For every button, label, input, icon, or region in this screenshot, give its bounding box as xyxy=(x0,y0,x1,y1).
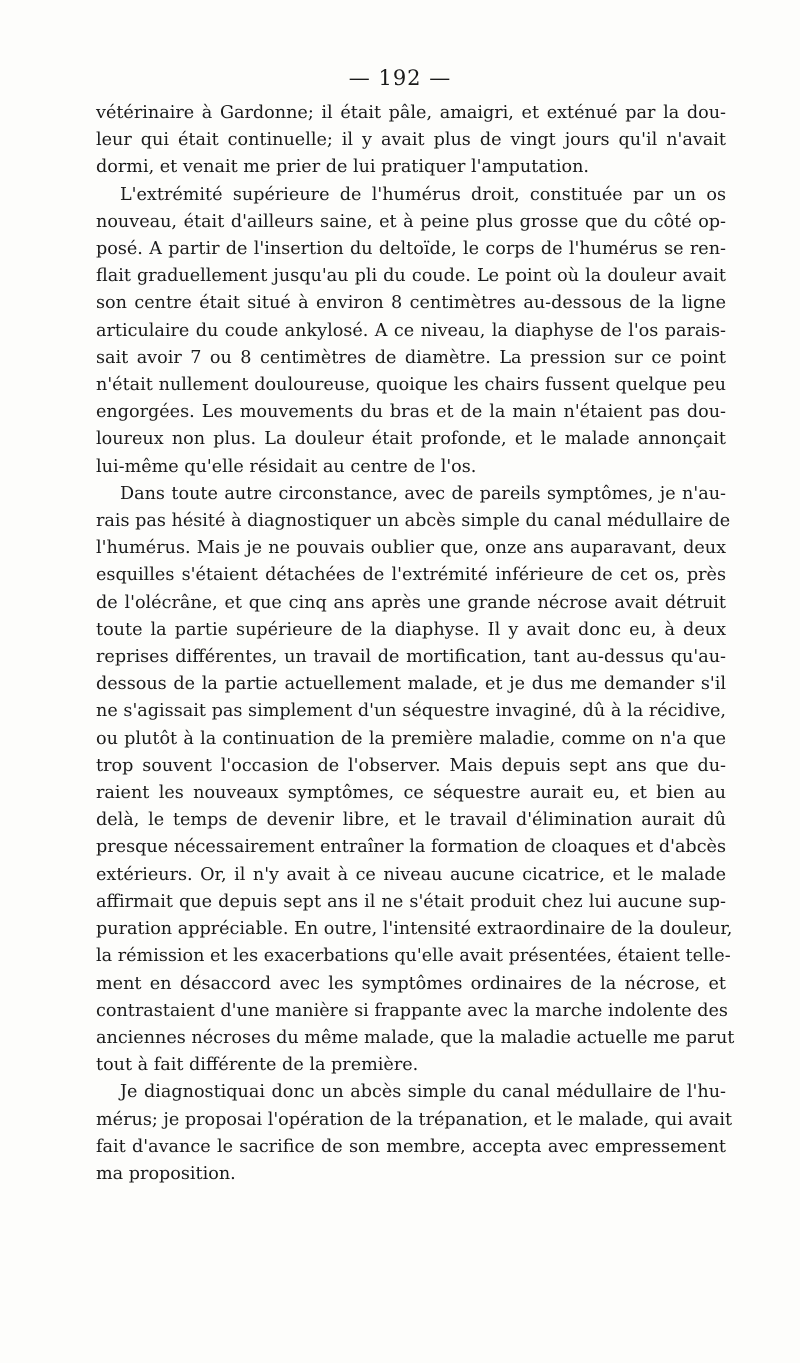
text-line: presque nécessairement entraîner la formation de cloaques et d'abcès xyxy=(96,837,726,858)
text-line: puration appréciable. En outre, l'intensité extraordinaire de la douleur, xyxy=(96,919,733,940)
text-line: dessous de la partie actuellement malade, et je dus me demander s'il xyxy=(96,674,726,695)
text-line: son centre était situé à environ 8 centimètres au-dessous de la ligne xyxy=(96,293,726,314)
text-line: tout à fait différente de la première. xyxy=(96,1055,419,1076)
text-line: leur qui était continuelle; il y avait plus de vingt jours qu'il n'avait xyxy=(96,130,726,151)
paragraph xyxy=(96,100,726,182)
text-line: raient les nouveaux symptômes, ce séquestre aurait eu, et bien au xyxy=(96,783,726,804)
text-line: esquilles s'étaient détachées de l'extrémité inférieure de cet os, près xyxy=(96,565,726,586)
text-line: sait avoir 7 ou 8 centimètres de diamètre. La pression sur ce point xyxy=(96,347,726,368)
text-line: anciennes nécroses du même malade, que la maladie actuelle me parut xyxy=(96,1027,735,1048)
body-text xyxy=(96,100,735,1188)
text-line: mérus; je proposai l'opération de la trépanation, et le malade, qui avait xyxy=(96,1109,733,1130)
text-line: vétérinaire à Gardonne; il était pâle, amaigri, et exténué par la dou- xyxy=(96,103,726,123)
text-line: fait d'avance le sacrifice de son membre, accepta avec empressement xyxy=(96,1136,726,1157)
text-line: contrastaient d'une manière si frappante avec la marche indolente des xyxy=(96,1000,728,1021)
text-line: ma proposition. xyxy=(96,1163,236,1184)
page-number: — 192 — xyxy=(348,66,452,90)
text-line: lui-même qu'elle résidait au centre de l'os. xyxy=(96,456,477,477)
text-line: trop souvent l'occasion de l'observer. Mais depuis sept ans que du- xyxy=(96,755,726,776)
text-line: posé. A partir de l'insertion du deltoïde, le corps de l'humérus se ren- xyxy=(96,239,726,260)
text-line: extérieurs. Or, il n'y avait à ce niveau aucune cicatrice, et le malade xyxy=(96,864,726,885)
text-line: affirmait que depuis sept ans il ne s'était produit chez lui aucune sup- xyxy=(96,891,726,912)
text-line: ment en désaccord avec les symptômes ordinaires de la nécrose, et xyxy=(96,973,726,994)
paragraph xyxy=(96,182,726,481)
text-line: rais pas hésité à diagnostiquer un abcès simple du canal médullaire de xyxy=(96,511,731,532)
text-line: nouveau, était d'ailleurs saine, et à peine plus grosse que du côté op- xyxy=(96,211,726,232)
text-line: Je diagnostiquai donc un abcès simple du canal médullaire de l'hu- xyxy=(120,1082,726,1103)
text-line: de l'olécrâne, et que cinq ans après une grande nécrose avait détruit xyxy=(96,592,726,613)
text-line: flait graduellement jusqu'au pli du coude. Le point où la douleur avait xyxy=(96,266,726,287)
paragraph xyxy=(96,1079,733,1188)
text-line: toute la partie supérieure de la diaphyse. Il y avait donc eu, à deux xyxy=(96,619,726,640)
paragraph xyxy=(96,481,735,1079)
text-line: articulaire du coude ankylosé. A ce niveau, la diaphyse de l'os parais- xyxy=(96,320,726,341)
text-line: la rémission et les exacerbations qu'elle avait présentées, étaient telle- xyxy=(96,946,731,967)
text-line: delà, le temps de devenir libre, et le travail d'élimination aurait dû xyxy=(96,810,726,831)
text-line: L'extrémité supérieure de l'humérus droit, constituée par un os xyxy=(120,184,726,205)
text-line: ou plutôt à la continuation de la première maladie, comme on n'a que xyxy=(96,728,726,749)
text-line: loureux non plus. La douleur était profonde, et le malade annonçait xyxy=(96,429,726,450)
text-line: l'humérus. Mais je ne pouvais oublier que, onze ans auparavant, deux xyxy=(96,538,726,559)
text-line: n'était nullement douloureuse, quoique les chairs fussent quelque peu xyxy=(96,375,726,396)
text-line: dormi, et venait me prier de lui pratiquer l'amputation. xyxy=(96,157,590,178)
text-line: engorgées. Les mouvements du bras et de la main n'étaient pas dou- xyxy=(96,402,726,423)
text-line: Dans toute autre circonstance, avec de pareils symptômes, je n'au- xyxy=(120,483,726,504)
text-line: ne s'agissait pas simplement d'un séquestre invaginé, dû à la récidive, xyxy=(96,701,726,722)
text-line: reprises différentes, un travail de mortification, tant au-dessus qu'au- xyxy=(96,647,726,668)
